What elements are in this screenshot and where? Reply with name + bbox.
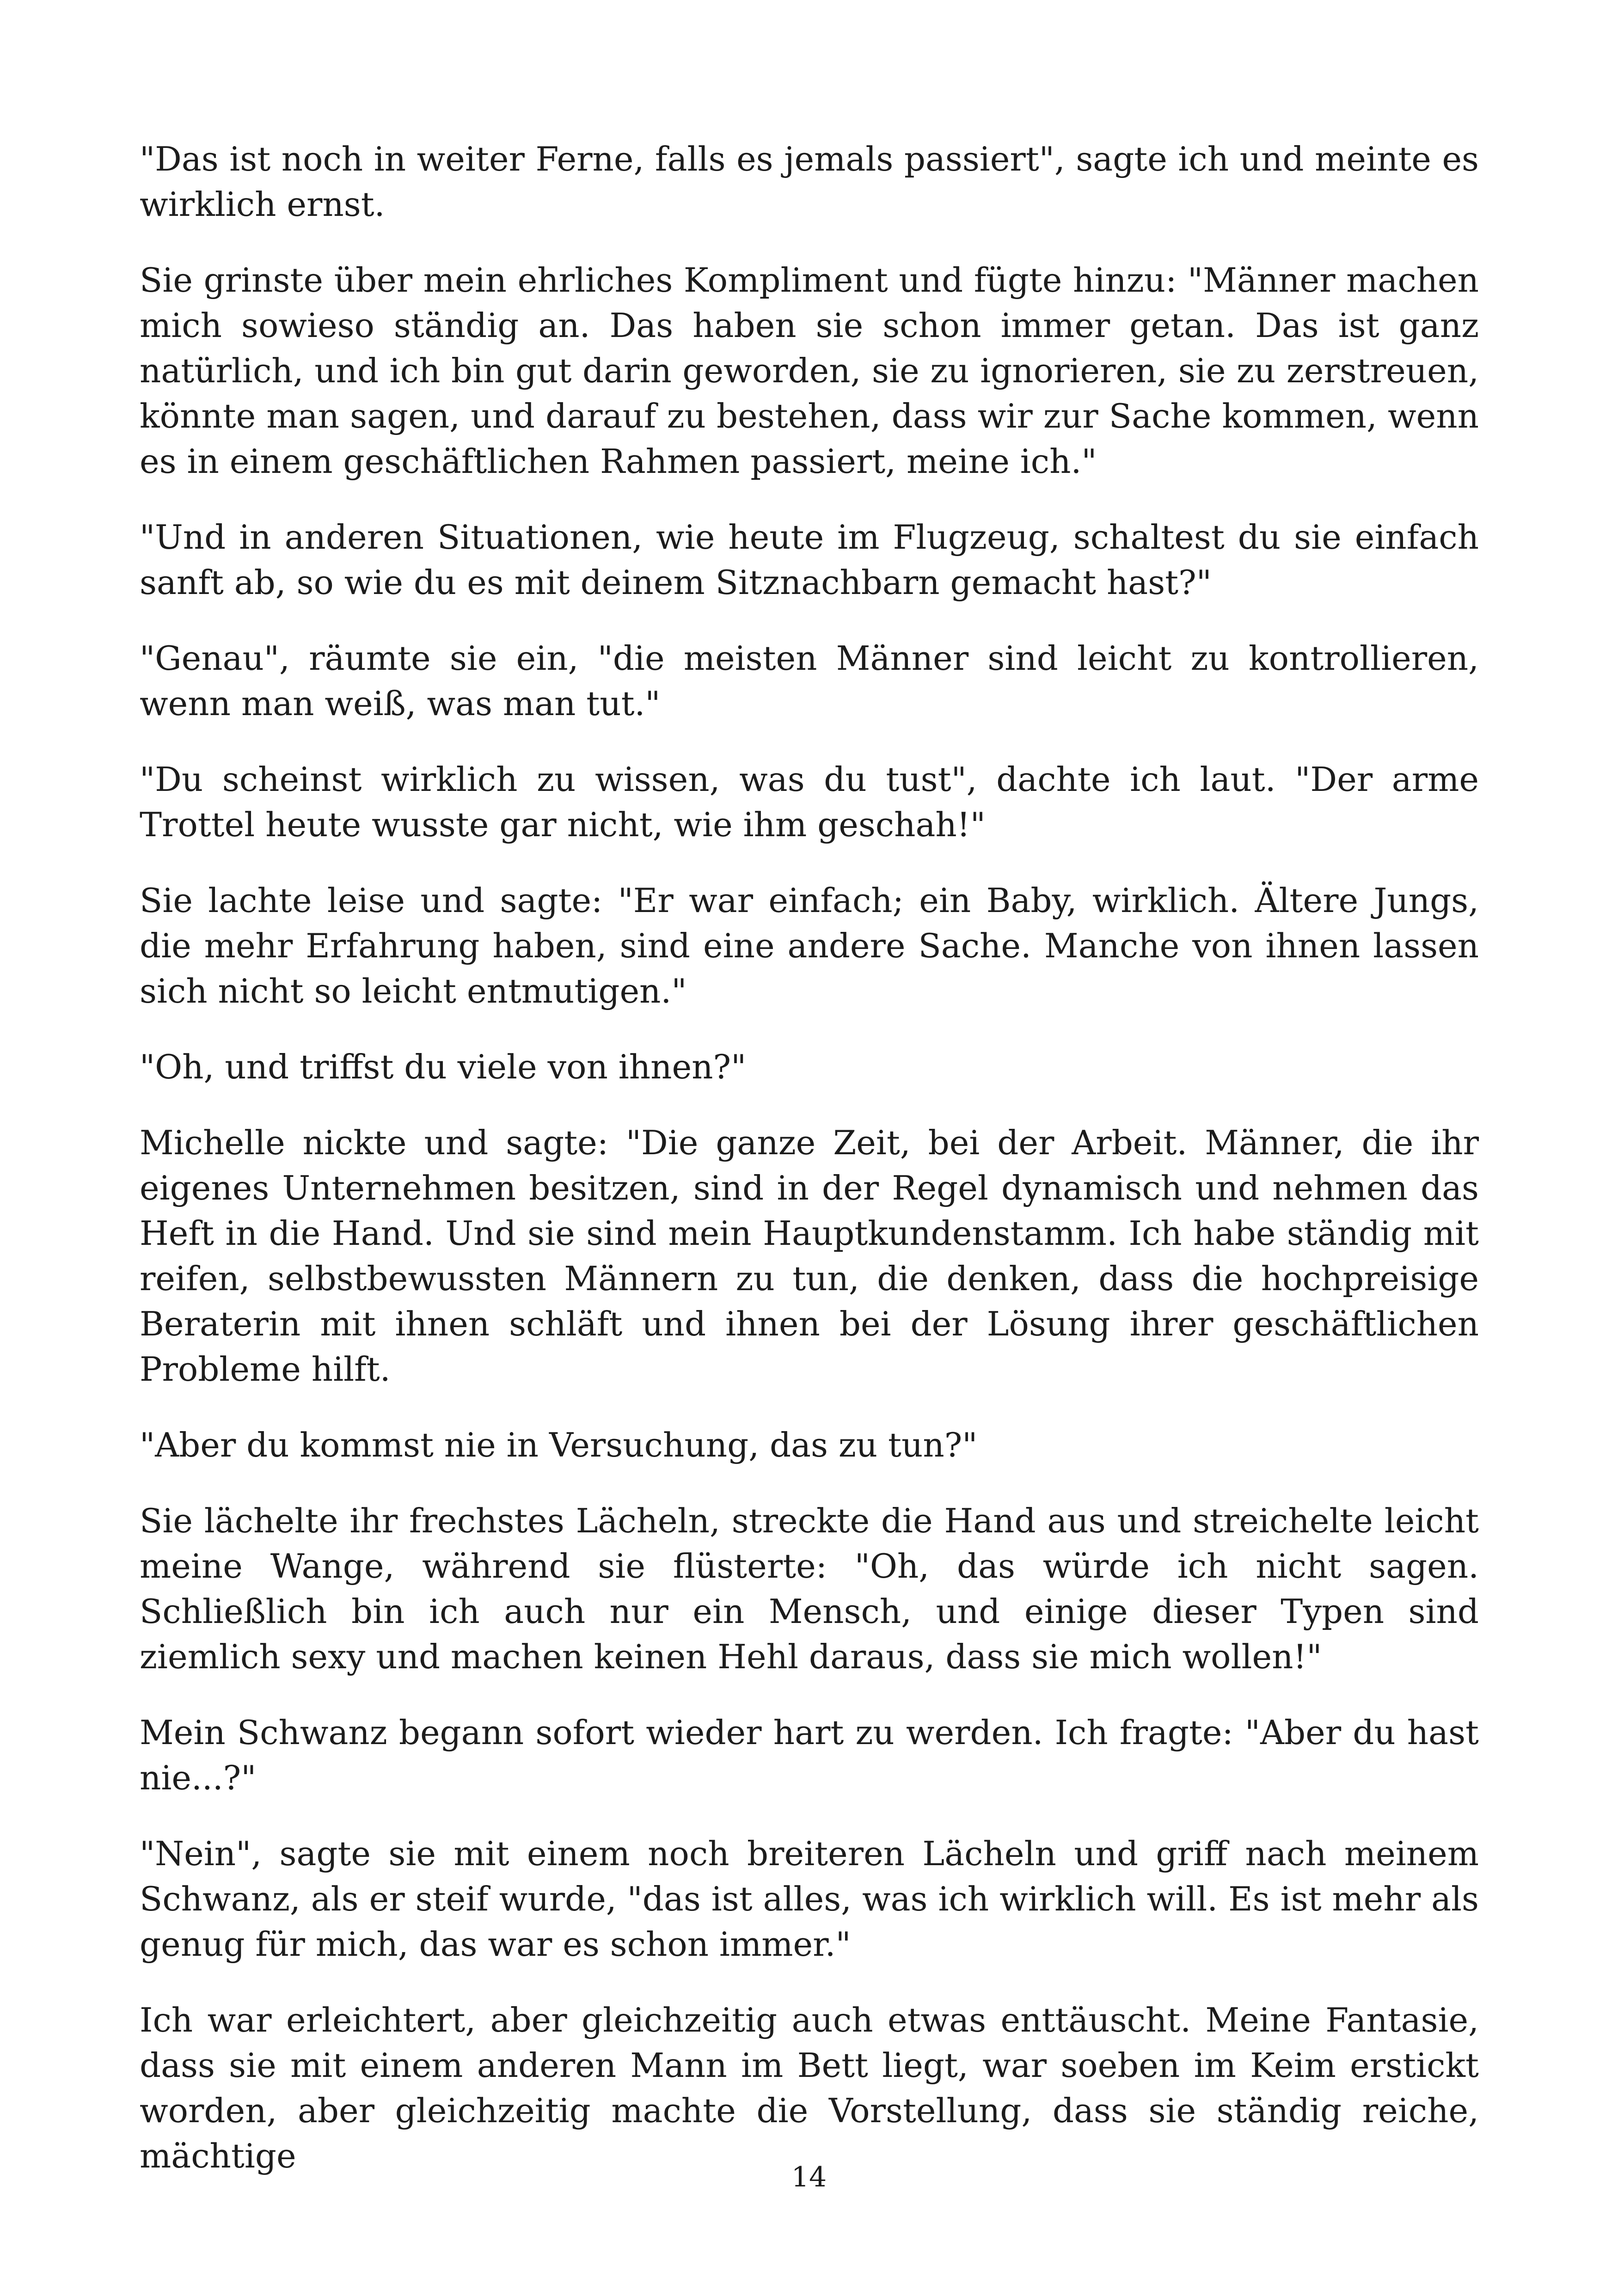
body-text — [140, 136, 1479, 2179]
paragraph-13: Ich war erleichtert, aber gleichzeitig auch etwas enttäuscht. Meine Fantasie, dass sie mit einem anderen Mann im Bett liegt, war soeben im Keim erstickt worden, aber gleichzeitig machte die Vorstellung, dass sie ständig reiche, mächtige — [140, 2001, 1479, 2175]
paragraph-2: Sie grinste über mein ehrliches Kompliment und fügte hinzu: "Männer machen mich sowieso ständig an. Das haben sie schon immer getan. Das ist ganz natürlich, und ich bin gut darin geworden, sie zu ignorieren, sie zu zerstreuen, könnte man sagen, und darauf zu bestehen, dass wir zur Sache kommen, wenn es in einem geschäftlichen Rahmen passiert, meine ich." — [140, 261, 1479, 481]
paragraph-3: "Und in anderen Situationen, wie heute im Flugzeug, schaltest du sie einfach sanft ab, so wie du es mit deinem Sitznachbarn gemacht hast?" — [140, 518, 1479, 602]
paragraph-7: "Oh, und triffst du viele von ihnen?" — [140, 1047, 747, 1086]
paragraph-4: "Genau", räumte sie ein, "die meisten Männer sind leicht zu kontrollieren, wenn man weiß, was man tut." — [140, 639, 1479, 723]
paragraph-12: "Nein", sagte sie mit einem noch breiteren Lächeln und griff nach meinem Schwanz, als er steif wurde, "das ist alles, was ich wirklich will. Es ist mehr als genug für mich, das war es schon immer." — [140, 1834, 1479, 1964]
paragraph-8: Michelle nickte und sagte: "Die ganze Zeit, bei der Arbeit. Männer, die ihr eigenes Unternehmen besitzen, sind in der Regel dynamisch und nehmen das Heft in die Hand. Und sie sind mein Hauptkundenstamm. Ich habe ständig mit reifen, selbstbewussten Männern zu tun, die denken, dass die hochpreisige Beraterin mit ihnen schläft und ihnen bei der Lösung ihrer geschäftlichen Probleme hilft. — [140, 1123, 1479, 1389]
paragraph-6: Sie lachte leise und sagte: "Er war einfach; ein Baby, wirklich. Ältere Jungs, die mehr Erfahrung haben, sind eine andere Sache. Manche von ihnen lassen sich nicht so leicht entmutigen." — [140, 881, 1479, 1010]
paragraph-10: Sie lächelte ihr frechstes Lächeln, streckte die Hand aus und streichelte leicht meine Wange, während sie flüsterte: "Oh, das würde ich nicht sagen. Schließlich bin ich auch nur ein Mensch, und einige dieser Typen sind ziemlich sexy und machen keinen Hehl daraus, dass sie mich wollen!" — [140, 1501, 1479, 1676]
paragraph-5: "Du scheinst wirklich zu wissen, was du tust", dachte ich laut. "Der arme Trottel heute wusste gar nicht, wie ihm geschah!" — [140, 760, 1479, 844]
page-number: 14 — [791, 2161, 827, 2193]
paragraph-1: "Das ist noch in weiter Ferne, falls es jemals passiert", sagte ich und meinte es wirklich ernst. — [140, 140, 1479, 224]
paragraph-11: Mein Schwanz begann sofort wieder hart zu werden. Ich fragte: "Aber du hast nie...?" — [140, 1713, 1479, 1797]
paragraph-9: "Aber du kommst nie in Versuchung, das zu tun?" — [140, 1426, 978, 1464]
